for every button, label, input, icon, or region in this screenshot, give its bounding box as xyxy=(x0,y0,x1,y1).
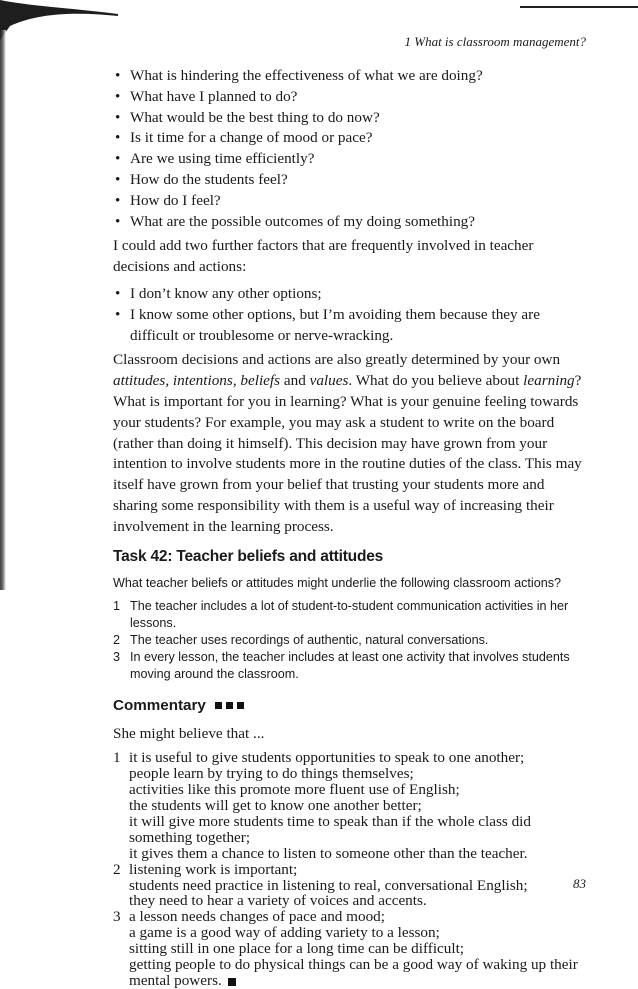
list-item: 2 listening work is important; students need practice in listening to real, conversational English; they need to hear a variety of voices and accents. xyxy=(113,860,528,910)
question-list xyxy=(113,66,591,232)
emphasis: values xyxy=(309,372,349,390)
square-icon xyxy=(237,702,244,709)
task-prompt: What teacher beliefs or attitudes might underlie the following classroom actions? xyxy=(113,575,562,590)
list-item: • Is it time for a change of mood or pace? xyxy=(113,128,591,149)
beliefs-paragraph: Classroom decisions and actions are also greatly determined by your own attitudes, intentions, beliefs and values. What do you believe about learning? What is important for you in learning? What is your genuine feeling towards your students? For example, you may ask a student to write on the board (rather than doing it himself). This decision may have grown from your intention to involve students more in the routine duties of the class. This may itself have grown from your belief that trusting your students more and sharing some responsibility with them is a useful way of increasing their involvement in the learning process. xyxy=(113,351,582,535)
scan-corner-shadow xyxy=(0,0,130,40)
list-item: 3 In every lesson, the teacher includes at least one activity that involves students moving around the classroom. xyxy=(113,649,570,681)
emphasis: attitudes xyxy=(113,372,166,390)
list-item: • What is hindering the effectiveness of what we are doing? xyxy=(113,66,591,87)
commentary-heading: Commentary xyxy=(113,697,591,714)
commentary-list xyxy=(113,750,591,989)
page-content xyxy=(113,66,591,989)
emphasis: intentions xyxy=(172,372,233,390)
list-item: 2 The teacher uses recordings of authentic, natural conversations. xyxy=(113,632,489,647)
page-number: 83 xyxy=(573,876,586,891)
emphasis: beliefs xyxy=(240,372,281,390)
factor-list xyxy=(113,284,591,346)
square-icon xyxy=(226,702,233,709)
running-head: 1 What is classroom management? xyxy=(404,34,586,49)
end-square-icon xyxy=(228,978,236,986)
list-item: 1 The teacher includes a lot of student-to-student communication activities in her lessons. xyxy=(113,598,569,630)
task-list xyxy=(113,598,591,683)
list-item: • What have I planned to do? xyxy=(113,87,591,108)
list-item: • Are we using time efficiently? xyxy=(113,149,591,170)
list-item: • I know some other options, but I’m avoiding them because they are difficult or troublesome or nerve-wracking. xyxy=(113,305,591,347)
list-item: • I don’t know any other options; xyxy=(113,284,591,305)
square-icon xyxy=(215,702,222,709)
factors-intro: I could add two further factors that are frequently involved in teacher decisions and actions: xyxy=(113,237,534,276)
list-item: 1 it is useful to give students opportunities to speak to one another; people learn by trying to do things themselves; activities like this promote more fluent use of English; the students will get to know one another better; it will give more students time to speak than if the whole class did something together; it gives them a chance to listen to someone other than the teacher. xyxy=(113,749,531,862)
emphasis: learning xyxy=(523,372,575,390)
header-rule xyxy=(520,6,638,8)
task-title: Task 42: Teacher beliefs and attitudes xyxy=(113,547,384,565)
scan-spine-shadow xyxy=(0,30,6,590)
list-item: • How do the students feel? xyxy=(113,170,591,191)
commentary-intro: She might believe that ... xyxy=(113,724,265,742)
list-item: • What would be the best thing to do now? xyxy=(113,108,591,129)
list-item: 3 a lesson needs changes of pace and mood; a game is a good way of adding variety to a lesson; sitting still in one place for a long time can be difficult; getting people to do physical things can be a good way of waking up their mental powers. xyxy=(113,908,578,989)
list-item: • How do I feel? xyxy=(113,191,591,212)
list-item: • What are the possible outcomes of my doing something? xyxy=(113,212,591,233)
